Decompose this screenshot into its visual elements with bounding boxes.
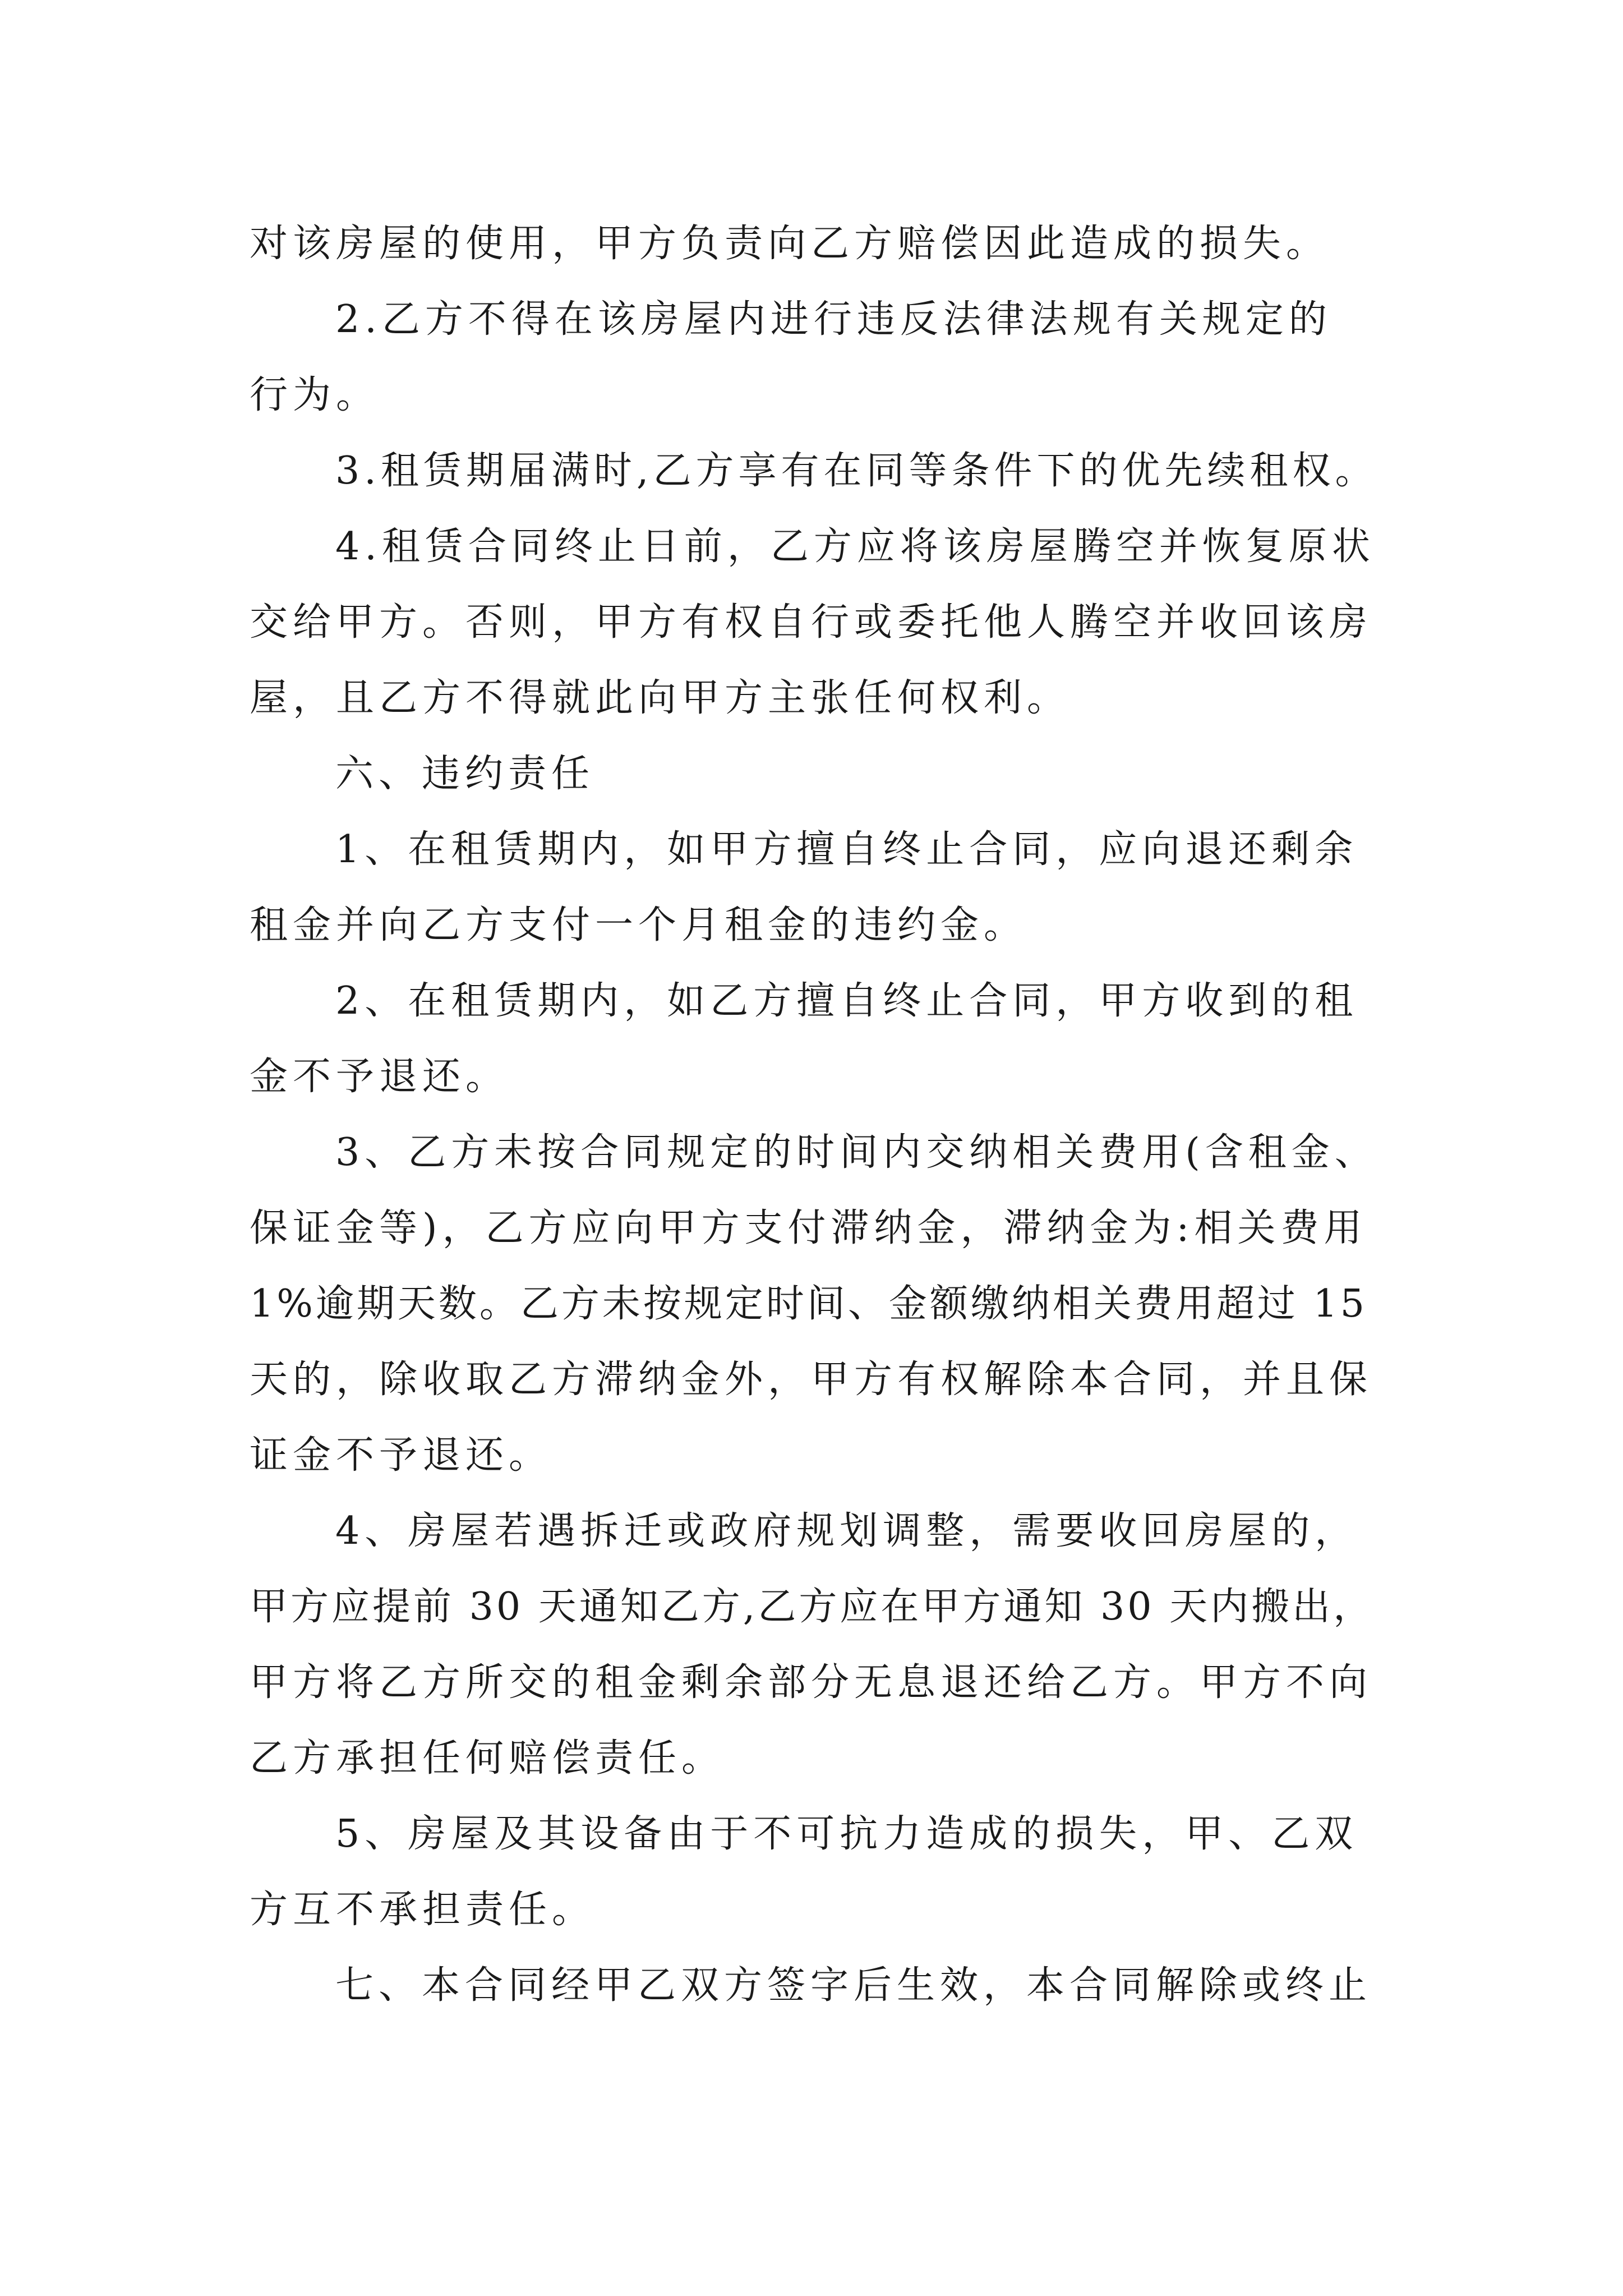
clause-6-4-text: 4、房屋若遇拆迁或政府规划调整，需要收回房屋的， bbox=[335, 1509, 1358, 1553]
clause-6-2-text: 2、在租赁期内，如乙方擅自终止合同，甲方收到的租 bbox=[335, 979, 1358, 1023]
text-line: 交给甲方。否则，甲方有权自行或委托他人腾空并收回该房 bbox=[250, 600, 1373, 645]
clause-5-3-text: 3.租赁期届满时,乙方享有在同等条件下的优先续租权。 bbox=[335, 449, 1378, 493]
clause-5-4-text: 4.租赁合同终止日前，乙方应将该房屋腾空并恢复原状 bbox=[335, 524, 1375, 569]
clause-5-2-text: 2.乙方不得在该房屋内进行违反法律法规有关规定的 bbox=[335, 297, 1332, 342]
text-line: 乙方承担任何赔偿责任。 bbox=[250, 1736, 725, 1780]
text-line: 屋，且乙方不得就此向甲方主张任何权利。 bbox=[250, 676, 1071, 720]
text-line: 租金并向乙方支付一个月租金的违约金。 bbox=[250, 903, 1027, 947]
text-line: 行为。 bbox=[250, 373, 380, 417]
text-line: 甲方应提前 30 天通知乙方,乙方应在甲方通知 30 天内搬出， bbox=[250, 1585, 1375, 1629]
text-line: 对该房屋的使用，甲方负责向乙方赔偿因此造成的损失。 bbox=[250, 222, 1330, 266]
clause-6-1-text: 1、在租赁期内，如甲方擅自终止合同，应向退还剩余 bbox=[335, 827, 1358, 872]
section-heading-6: 六、违约责任 bbox=[335, 752, 595, 796]
text-line: 金不予退还。 bbox=[250, 1055, 509, 1099]
text-line: 1%逾期天数。乙方未按规定时间、金额缴纳相关费用超过 15 bbox=[250, 1282, 1368, 1326]
clause-6-5-text: 5、房屋及其设备由于不可抗力造成的损失，甲、乙双 bbox=[335, 1812, 1358, 1856]
text-line: 保证金等)，乙方应向甲方支付滞纳金，滞纳金为:相关费用 bbox=[250, 1206, 1367, 1250]
text-line: 方互不承担责任。 bbox=[250, 1888, 596, 1932]
text-line: 甲方将乙方所交的租金剩余部分无息退还给乙方。甲方不向 bbox=[250, 1660, 1373, 1705]
text-line: 证金不予退还。 bbox=[250, 1433, 552, 1478]
section-heading-7: 七、本合同经甲乙双方签字后生效，本合同解除或终止 bbox=[335, 1963, 1372, 2008]
text-line: 天的，除收取乙方滞纳金外，甲方有权解除本合同，并且保 bbox=[250, 1358, 1373, 1402]
clause-6-3-text: 3、乙方未按合同规定的时间内交纳相关费用(含租金、 bbox=[335, 1130, 1378, 1175]
